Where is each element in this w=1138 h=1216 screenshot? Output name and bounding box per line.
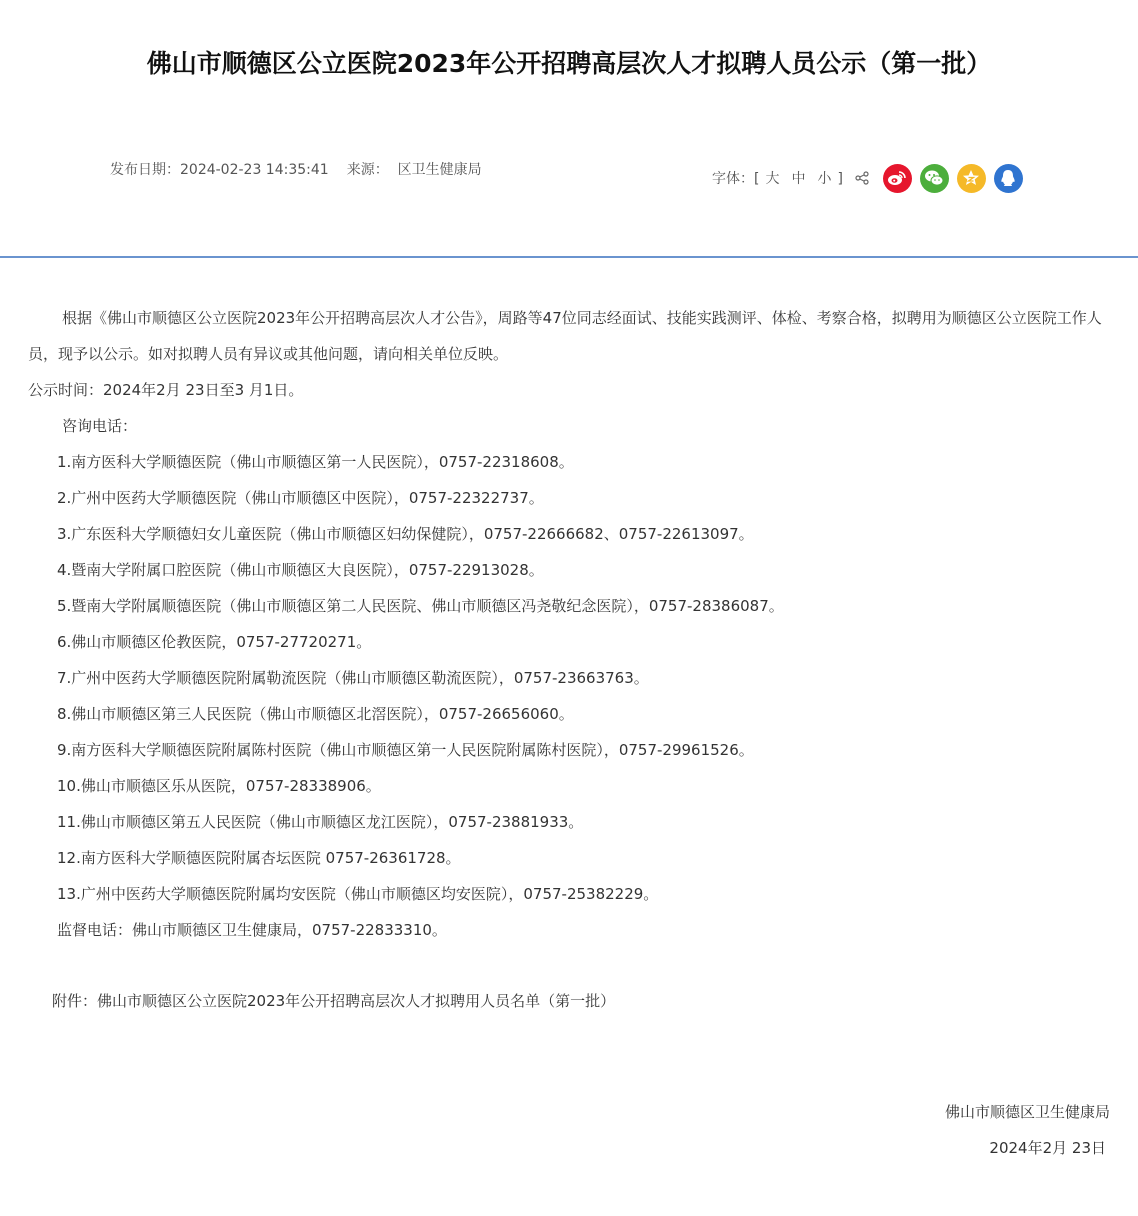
contact-item: 5.暨南大学附属顺德医院（佛山市顺德区第二人民医院、佛山市顺德区冯尧敬纪念医院），0757-28386087。 [57, 597, 784, 615]
contact-item: 12.南方医科大学顺德医院附属杏坛医院 0757-26361728。 [57, 849, 461, 867]
share-icon[interactable] [855, 171, 869, 185]
wechat-share-button[interactable] [920, 164, 949, 193]
source-value: 区卫生健康局 [397, 162, 482, 178]
source-label: 来源： [346, 162, 389, 178]
font-size-label: 字体：[ [712, 171, 760, 187]
qq-share-button[interactable] [994, 164, 1023, 193]
contact-item: 13.广州中医药大学顺德医院附属均安医院（佛山市顺德区均安医院），0757-25382229。 [57, 885, 659, 903]
qzone-icon [961, 168, 981, 188]
contact-item: 1.南方医科大学顺德医院（佛山市顺德区第一人民医院），0757-22318608。 [57, 453, 574, 471]
signature-date: 2024年2月 23日 [989, 1139, 1106, 1157]
contact-item: 7.广州中医药大学顺德医院附属勒流医院（佛山市顺德区勒流医院），0757-23663763。 [57, 669, 649, 687]
publish-date-label: 发布日期： [110, 162, 180, 178]
consult-label: 咨询电话： [62, 417, 138, 435]
contact-item: 4.暨南大学附属口腔医院（佛山市顺德区大良医院），0757-22913028。 [57, 561, 544, 579]
font-size-bracket: ] [837, 171, 843, 187]
weibo-share-button[interactable] [883, 164, 912, 193]
article-body [28, 300, 1113, 948]
publish-date: 2024-02-23 14:35:41 [180, 162, 329, 178]
header-divider [0, 256, 1138, 258]
weibo-icon [887, 169, 907, 187]
contact-item: 2.广州中医药大学顺德医院（佛山市顺德区中医院），0757-22322737。 [57, 489, 544, 507]
contact-item: 3.广东医科大学顺德妇女儿童医院（佛山市顺德区妇幼保健院），0757-22666682、0757-22613097。 [57, 525, 754, 543]
contact-item: 8.佛山市顺德区第三人民医院（佛山市顺德区北滘医院），0757-26656060。 [57, 705, 574, 723]
font-large-button[interactable]: 大 [765, 171, 780, 187]
signature-org: 佛山市顺德区卫生健康局 [944, 1103, 1110, 1121]
page-title: 佛山市顺德区公立医院2023年公开招聘高层次人才拟聘人员公示（第一批） [146, 49, 992, 78]
font-size-control [712, 168, 843, 188]
contact-item: 11.佛山市顺德区第五人民医院（佛山市顺德区龙江医院），0757-23881933。 [57, 813, 584, 831]
font-medium-button[interactable]: 中 [791, 171, 806, 187]
social-share-buttons [883, 164, 1023, 193]
article-toolbar [712, 163, 1023, 193]
contact-item: 6.佛山市顺德区伦教医院，0757-27720271。 [57, 633, 372, 651]
article-meta [110, 160, 482, 180]
contact-item: 9.南方医科大学顺德医院附属陈村医院（佛山市顺德区第一人民医院附属陈村医院），0757-29961526。 [57, 741, 754, 759]
signature-block [945, 1094, 1110, 1166]
intro-paragraph: 根据《佛山市顺德区公立医院2023年公开招聘高层次人才公告》，周路等47位同志经面试、技能实践测评、体检、考察合格，拟聘用为顺德区公立医院工作人员，现予以公示。如对拟聘人员有异议或其他问题，请向相关单位反映。 [28, 309, 1102, 363]
qq-icon [999, 168, 1017, 188]
attachment-link[interactable]: 附件：佛山市顺德区公立医院2023年公开招聘高层次人才拟聘用人员名单（第一批） [52, 992, 616, 1010]
wechat-icon [924, 169, 944, 187]
publicity-period: 公示时间：2024年2月 23日至3 月1日。 [28, 381, 304, 399]
contact-item: 10.佛山市顺德区乐从医院，0757-28338906。 [57, 777, 381, 795]
supervision-phone: 监督电话：佛山市顺德区卫生健康局，0757-22833310。 [57, 921, 447, 939]
font-small-button[interactable]: 小 [817, 171, 832, 187]
qzone-share-button[interactable] [957, 164, 986, 193]
